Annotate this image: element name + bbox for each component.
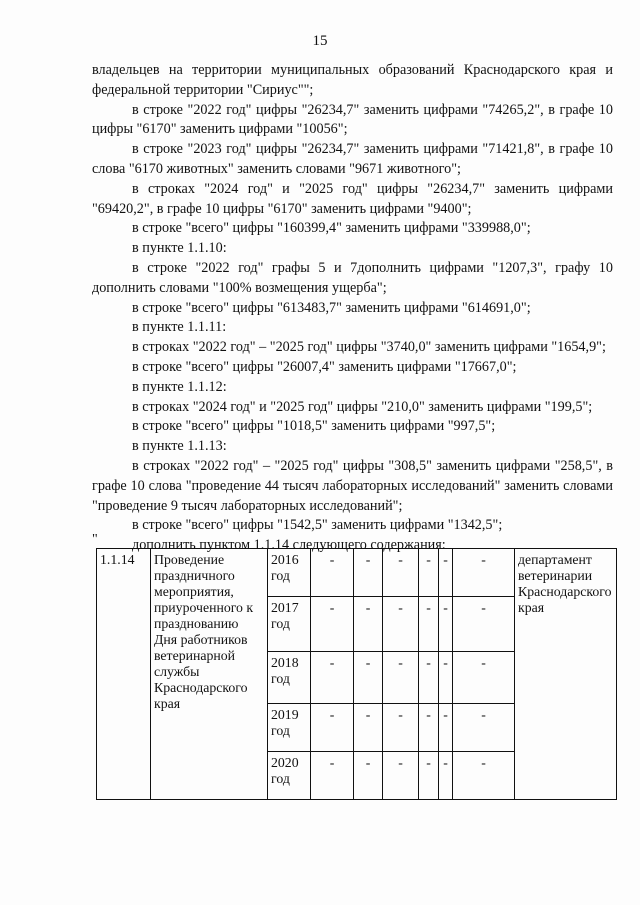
value-cell: - bbox=[383, 752, 419, 800]
year-cell: 2020 год bbox=[268, 752, 311, 800]
paragraph: в строке "всего" цифры "26007,4" заменить цифрами "17667,0"; bbox=[132, 358, 517, 375]
value-cell: - bbox=[453, 597, 515, 652]
paragraph: в строке "2022 год" графы 5 и 7дополнить цифрами "1207,3", графу 10 дополнить словами "100% возмещения ущерба"; bbox=[92, 259, 613, 296]
value-cell: - bbox=[311, 549, 354, 597]
paragraph: в строке "всего" цифры "160399,4" заменить цифрами "339988,0"; bbox=[132, 220, 531, 237]
paragraph: в строке "всего" цифры "1542,5" заменить цифрами "1342,5"; bbox=[132, 517, 503, 534]
paragraph: в строках "2024 год" и "2025 год" цифры "26234,7" заменить цифрами "69420,2", в графе 10 цифры "6170" заменить цифрами "9400"; bbox=[92, 180, 613, 217]
value-cell: - bbox=[439, 652, 453, 704]
paragraph: в строке "всего" цифры "1018,5" заменить цифрами "997,5"; bbox=[132, 418, 496, 435]
year-cell: 2018 год bbox=[268, 652, 311, 704]
value-cell: - bbox=[311, 652, 354, 704]
year-cell: 2016 год bbox=[268, 549, 311, 597]
value-cell: - bbox=[419, 549, 439, 597]
value-cell: - bbox=[311, 704, 354, 752]
page-number: 15 bbox=[312, 33, 328, 49]
responsible-cell: департамент ветеринарии Краснодарского края bbox=[515, 549, 617, 800]
event-name-cell: Проведение праздничного мероприятия, приуроченного к празднованию Дня работников ветеринарной службы Краснодарского края bbox=[151, 549, 268, 800]
paragraph: в пункте 1.1.11: bbox=[132, 319, 227, 336]
value-cell: - bbox=[453, 549, 515, 597]
item-number-cell: 1.1.14 bbox=[97, 549, 151, 800]
value-cell: - bbox=[311, 752, 354, 800]
value-cell: - bbox=[439, 549, 453, 597]
value-cell: - bbox=[419, 597, 439, 652]
value-cell: - bbox=[419, 652, 439, 704]
value-cell: - bbox=[354, 597, 383, 652]
value-cell: - bbox=[311, 597, 354, 652]
value-cell: - bbox=[354, 549, 383, 597]
document-body bbox=[92, 61, 613, 556]
quote-mark: " bbox=[92, 532, 98, 547]
paragraph: в строках "2022 год" – "2025 год" цифры "3740,0" заменить цифрами "1654,9"; bbox=[132, 339, 606, 356]
value-cell: - bbox=[383, 597, 419, 652]
value-cell: - bbox=[383, 704, 419, 752]
value-cell: - bbox=[419, 704, 439, 752]
activity-table bbox=[96, 548, 617, 800]
paragraph: в строке "2022 год" цифры "26234,7" заменить цифрами "74265,2", в графе 10 цифры "6170" заменить цифрами "10056"; bbox=[92, 101, 613, 138]
paragraph: в пункте 1.1.10: bbox=[132, 240, 227, 257]
value-cell: - bbox=[439, 704, 453, 752]
year-cell: 2019 год bbox=[268, 704, 311, 752]
value-cell: - bbox=[439, 752, 453, 800]
value-cell: - bbox=[453, 704, 515, 752]
paragraph: в пункте 1.1.13: bbox=[132, 438, 227, 455]
paragraph: в строках "2024 год" и "2025 год" цифры "210,0" заменить цифрами "199,5"; bbox=[132, 398, 593, 415]
value-cell: - bbox=[419, 752, 439, 800]
value-cell: - bbox=[354, 704, 383, 752]
paragraph: в строке "всего" цифры "613483,7" заменить цифрами "614691,0"; bbox=[132, 299, 531, 316]
value-cell: - bbox=[439, 597, 453, 652]
value-cell: - bbox=[453, 752, 515, 800]
value-cell: - bbox=[354, 652, 383, 704]
year-cell: 2017 год bbox=[268, 597, 311, 652]
paragraph: в строках "2022 год" – "2025 год" цифры "308,5" заменить цифрами "258,5", в графе 10 слова "проведение 44 тысяч лабораторных исследований" заменить словами "проведение 9 тысяч лабораторных исследований"; bbox=[92, 457, 613, 514]
value-cell: - bbox=[354, 752, 383, 800]
paragraph: владельцев на территории муниципальных образований Краснодарского края и федеральной территории "Сириус""; bbox=[92, 62, 613, 98]
paragraph: дополнить пунктом 1.1.14 следующего содержания: bbox=[132, 537, 446, 554]
paragraph: в строке "2023 год" цифры "26234,7" заменить цифрами "71421,8", в графе 10 слова "6170 животных" заменить словами "9671 животного"; bbox=[92, 141, 613, 177]
value-cell: - bbox=[383, 549, 419, 597]
table-row bbox=[97, 549, 617, 597]
value-cell: - bbox=[453, 652, 515, 704]
paragraph: в пункте 1.1.12: bbox=[132, 378, 227, 395]
value-cell: - bbox=[383, 652, 419, 704]
